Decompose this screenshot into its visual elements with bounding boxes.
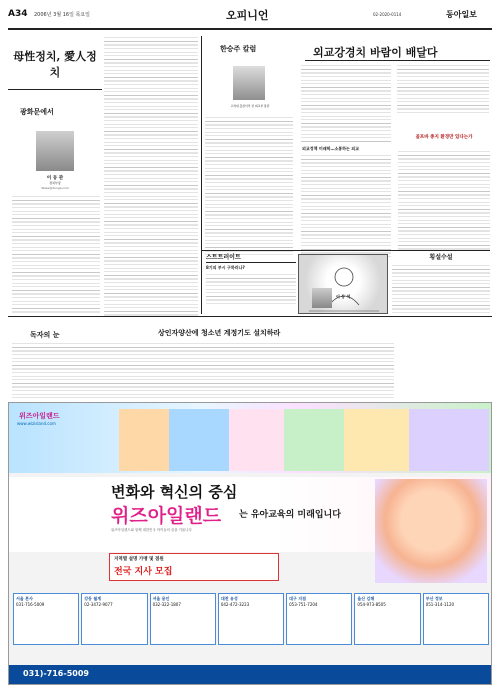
col2-body-c xyxy=(301,154,391,258)
ad-highlight-box[interactable] xyxy=(109,553,279,581)
col2-body-a xyxy=(205,116,293,258)
ad-branch-grid xyxy=(13,593,489,645)
col1-title: 母性정치, 愛人정치 xyxy=(13,50,97,79)
col1b-body xyxy=(104,36,198,316)
branch-name: 대구 지점 xyxy=(289,596,306,601)
gulf-headline: 골프바 종지 환경만 있다는가 xyxy=(415,135,473,140)
gulf-body xyxy=(398,150,490,250)
branch-name: 서울 용인 xyxy=(152,596,170,601)
branch-tel: 032-322-1807 xyxy=(152,602,181,607)
branch-tel: 054-973-8505 xyxy=(357,602,386,607)
brand-logo: 동아일보 xyxy=(446,9,477,19)
phone: 02-2020-0114 xyxy=(373,12,402,17)
col1-email: dklee@donga.com xyxy=(41,186,69,190)
essay-label: 횡설수설 xyxy=(429,254,453,261)
col1-name: 이 동 관 xyxy=(46,176,64,181)
gulf-box xyxy=(398,68,490,140)
branch-tel: 02-3472-9077 xyxy=(84,602,113,607)
branch-name: 강동 월계 xyxy=(84,596,102,601)
ad-url[interactable]: www.wizisland.com xyxy=(17,421,56,426)
ad-highlight-2: 전국 지사 모집 xyxy=(114,567,173,577)
branch-tel: 051-314-1120 xyxy=(425,602,455,607)
col2-body-b xyxy=(301,64,391,144)
branch-tel: 053-751-7204 xyxy=(289,602,318,607)
ad-branch[interactable] xyxy=(218,593,284,645)
ad-title-3: 는 유아교육의 미래입니다 xyxy=(239,510,341,520)
letter-title: 상인자양산에 청소년 계정기도 설치하라 xyxy=(158,328,281,337)
essay-body xyxy=(392,264,490,316)
ad-photo-strip xyxy=(119,409,489,471)
section-title: 오피니언 xyxy=(226,9,269,22)
col1-label: 광화문에서 xyxy=(20,107,54,116)
ad-branch[interactable] xyxy=(423,593,489,645)
col2-caption: 고려대 총장서리·전 외교부 장관 xyxy=(230,104,270,108)
ad-branch[interactable] xyxy=(150,593,216,645)
col2-sub: 외교정책 미래학…소통하는 외교 xyxy=(302,146,360,151)
letter-body xyxy=(12,342,394,398)
col1-body xyxy=(12,195,100,313)
branch-name: 서울 본사 xyxy=(16,596,33,601)
ad-bottom-phone[interactable]: 031)-716-5009 xyxy=(23,669,89,678)
ad-title-1: 변화와 혁신의 중심 xyxy=(111,483,238,501)
ad-kid-photo xyxy=(375,479,487,583)
col2-photo xyxy=(233,66,265,100)
advertisement[interactable] xyxy=(8,402,492,685)
ad-branch[interactable] xyxy=(81,593,147,645)
ad-branch[interactable] xyxy=(286,593,352,645)
branch-name: 대전 유성 xyxy=(220,596,238,601)
page-date: 2006년 3월 16일 목요일 xyxy=(34,12,91,18)
page-header xyxy=(8,6,492,28)
ad-tagline: 위즈아일랜드와 함께 대한민국 아이들의 꿈을 키웁니다 xyxy=(111,528,192,532)
ad-title-2: 위즈아일랜드 xyxy=(111,505,222,527)
page-number: A34 xyxy=(8,9,28,19)
stripes-box xyxy=(206,252,296,314)
letter-label: 독자의 눈 xyxy=(30,330,60,339)
branch-tel: 042-472-3223 xyxy=(220,602,250,607)
essay-photo xyxy=(312,288,332,308)
letter-box xyxy=(8,320,398,400)
branch-tel: 031-716-5009 xyxy=(16,602,45,607)
col1-photo xyxy=(36,131,74,171)
essay-name: 이 동 석 xyxy=(336,294,351,299)
stripes-label: 스트트러이트 xyxy=(206,252,296,263)
stripes-title: 8기의 부시 구하러나? xyxy=(206,265,245,270)
branch-name: 부산 정보 xyxy=(425,596,443,601)
ad-branch[interactable] xyxy=(13,593,79,645)
ad-logo: 위즈아일랜드 xyxy=(19,411,60,420)
col1 xyxy=(8,36,102,316)
ad-branch[interactable] xyxy=(354,593,420,645)
essay-box xyxy=(392,252,490,314)
ad-highlight: 지역별 설명 가맹 및 점원 xyxy=(114,557,164,562)
branch-name: 울산 김해 xyxy=(357,596,375,601)
stripes-body xyxy=(206,273,296,307)
col1-role: 정치부장 xyxy=(49,181,61,185)
col2-kicker: 한승주 칼럼 xyxy=(220,44,257,53)
col2-headline: 외교강경치 바람이 배달다 xyxy=(313,46,438,59)
